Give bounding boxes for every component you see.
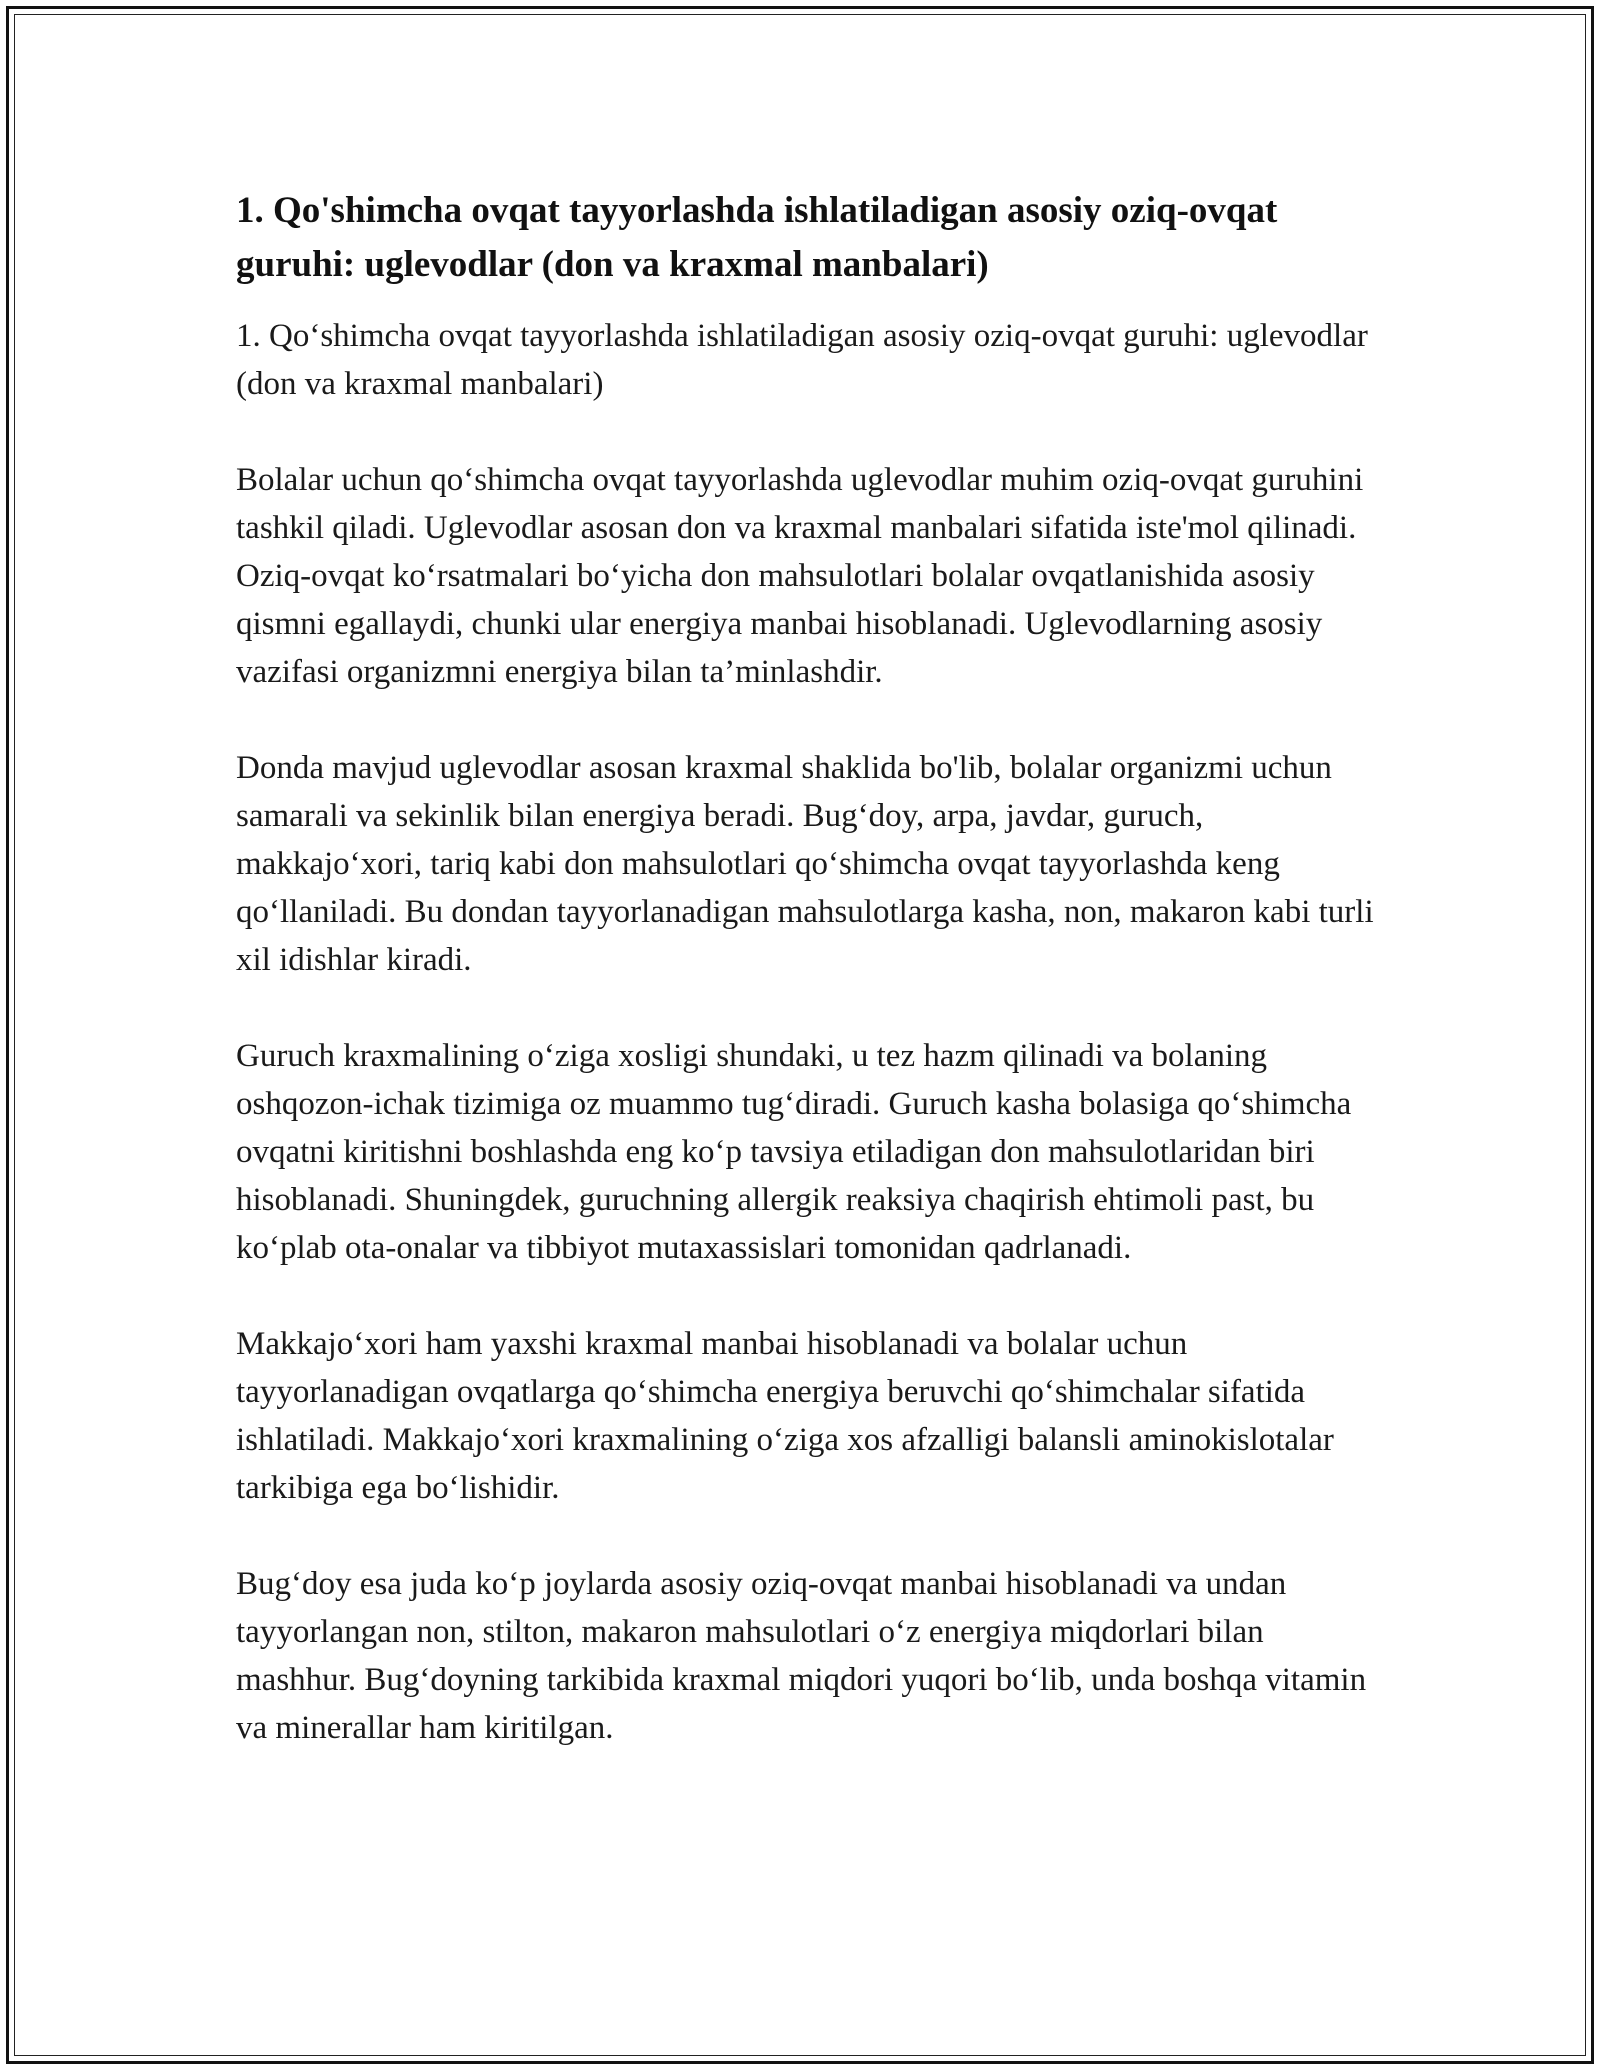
paragraph-intro: 1. Qo‘shimcha ovqat tayyorlashda ishlatiladigan asosiy oziq-ovqat guruhi: uglevodlar (don va kraxmal manbalari) xyxy=(236,318,1368,402)
paragraph-rice: Guruch kraxmalining o‘ziga xosligi shundaki, u tez hazm qilinadi va bolaning oshqozon-ichak tizimiga oz muammo tug‘diradi. Guruch kasha bolasiga qo‘shimcha ovqatni kiritishni boshlashda eng ko‘p tavsiya etiladigan don mahsulotlaridan biri hisoblanadi. Shuningdek, guruchning allergik reaksiya chaqirish ehtimoli past, bu ko‘plab ota-onalar va tibbiyot mutaxassislari tomonidan qadrlanadi. xyxy=(236,1038,1352,1266)
paragraph-corn: Makkajo‘xori ham yaxshi kraxmal manbai hisoblanadi va bolalar uchun tayyorlanadigan ovqatlarga qo‘shimcha energiya beruvchi qo‘shimchalar sifatida ishlatiladi. Makkajo‘xori kraxmalining o‘ziga xos afzalligi balansli aminokislotalar tarkibiga ega bo‘lishidir. xyxy=(236,1326,1334,1506)
paragraph-carbohydrates: Bolalar uchun qo‘shimcha ovqat tayyorlashda uglevodlar muhim oziq-ovqat guruhini tashkil qiladi. Uglevodlar asosan don va kraxmal manbalari sifatida iste'mol qilinadi. Oziq-ovqat ko‘rsatmalari bo‘yicha don mahsulotlari bolalar ovqatlanishida asosiy qismni egallaydi, chunki ular energiya manbai hisoblanadi. Uglevodlarning asosiy vazifasi organizmni energiya bilan ta’minlashdir. xyxy=(236,462,1364,690)
document-body xyxy=(236,184,1376,1800)
paragraph-grain-starch: Donda mavjud uglevodlar asosan kraxmal shaklida bo'lib, bolalar organizmi uchun samarali va sekinlik bilan energiya beradi. Bug‘doy, arpa, javdar, guruch, makkajo‘xori, tariq kabi don mahsulotlari qo‘shimcha ovqat tayyorlashda keng qo‘llaniladi. Bu dondan tayyorlanadigan mahsulotlarga kasha, non, makaron kabi turli xil idishlar kiradi. xyxy=(236,750,1374,978)
paragraph-wheat: Bug‘doy esa juda ko‘p joylarda asosiy oziq-ovqat manbai hisoblanadi va undan tayyorlangan non, stilton, makaron mahsulotlari o‘z energiya miqdorlari bilan mashhur. Bug‘doyning tarkibida kraxmal miqdori yuqori bo‘lib, unda boshqa vitamin va minerallar ham kiritilgan. xyxy=(236,1566,1367,1746)
document-title: 1. Qo'shimcha ovqat tayyorlashda ishlatiladigan asosiy oziq-ovqat guruhi: uglevodlar (don va kraxmal manbalari) xyxy=(236,190,1278,285)
